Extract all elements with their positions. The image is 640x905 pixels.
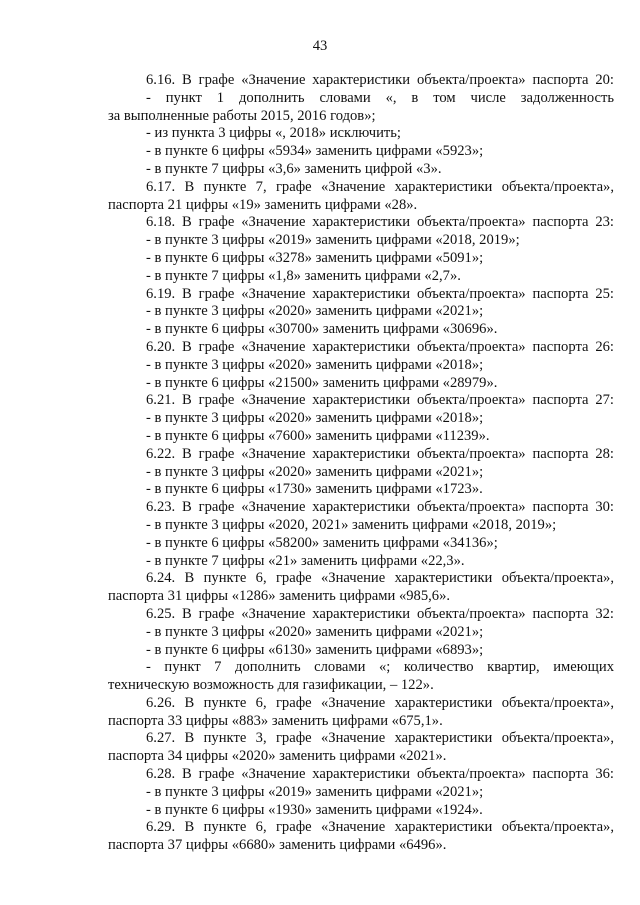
text-line: - в пункте 6 цифры «58200» заменить цифрами «34136»;	[146, 534, 498, 551]
document-body	[108, 72, 614, 855]
text-line: - в пункте 3 цифры «2019» заменить цифрами «2021»;	[146, 783, 484, 800]
text-line: - в пункте 6 цифры «21500» заменить цифрами «28979».	[146, 374, 498, 391]
text-line: паспорта 33 цифры «883» заменить цифрами «675,1».	[108, 712, 443, 729]
text-line: 6.26. В пункте 6, графе «Значение характеристики объекта/проекта»,	[146, 694, 614, 711]
text-line: - в пункте 3 цифры «2020, 2021» заменить цифрами «2018, 2019»;	[146, 516, 557, 533]
text-line: - пункт 1 дополнить словами «, в том числе задолженность	[146, 89, 614, 106]
text-line: - в пункте 3 цифры «2020» заменить цифрами «2021»;	[146, 463, 484, 480]
text-line: 6.19. В графе «Значение характеристики объекта/проекта» паспорта 25:	[146, 285, 614, 302]
text-line: 6.23. В графе «Значение характеристики объекта/проекта» паспорта 30:	[146, 499, 614, 516]
text-line: паспорта 31 цифры «1286» заменить цифрами «985,6».	[108, 588, 451, 605]
text-line: паспорта 34 цифры «2020» заменить цифрами «2021».	[108, 748, 447, 765]
text-line: - в пункте 3 цифры «2020» заменить цифрами «2018»;	[146, 356, 484, 373]
text-line: - в пункте 6 цифры «6130» заменить цифрами «6893»;	[146, 641, 484, 658]
text-line: - в пункте 3 цифры «2019» заменить цифрами «2018, 2019»;	[146, 232, 520, 249]
text-line: - в пункте 6 цифры «7600» заменить цифрами «11239».	[146, 427, 490, 444]
text-line: - в пункте 7 цифры «21» заменить цифрами «22,3».	[146, 552, 465, 569]
text-line: - в пункте 3 цифры «2020» заменить цифрами «2021»;	[146, 623, 484, 640]
text-line: - в пункте 7 цифры «1,8» заменить цифрами «2,7».	[146, 267, 461, 284]
text-line: - в пункте 3 цифры «2020» заменить цифрами «2021»;	[146, 303, 484, 320]
text-line: - в пункте 6 цифры «1930» заменить цифрами «1924».	[146, 801, 483, 818]
text-line: - в пункте 6 цифры «30700» заменить цифрами «30696».	[146, 321, 498, 338]
text-line: техническую возможность для газификации, – 122».	[108, 677, 434, 694]
text-line: паспорта 21 цифры «19» заменить цифрами «28».	[108, 196, 418, 213]
text-line: 6.21. В графе «Значение характеристики объекта/проекта» паспорта 27:	[146, 392, 614, 409]
text-line: - пункт 7 дополнить словами «; количество квартир, имеющих	[146, 659, 614, 676]
text-line: 6.20. В графе «Значение характеристики объекта/проекта» паспорта 26:	[146, 338, 614, 355]
text-line: 6.27. В пункте 3, графе «Значение характеристики объекта/проекта»,	[146, 730, 614, 747]
text-line: 6.29. В пункте 6, графе «Значение характеристики объекта/проекта»,	[146, 819, 614, 836]
text-line: - в пункте 6 цифры «1730» заменить цифрами «1723».	[146, 481, 483, 498]
text-line: 6.16. В графе «Значение характеристики объекта/проекта» паспорта 20:	[146, 72, 614, 88]
text-line: паспорта 37 цифры «6680» заменить цифрами «6496».	[108, 837, 447, 854]
text-line: 6.17. В пункте 7, графе «Значение характеристики объекта/проекта»,	[146, 178, 614, 195]
page-number: 43	[312, 38, 328, 54]
text-line: - в пункте 3 цифры «2020» заменить цифрами «2018»;	[146, 410, 484, 427]
text-line: за выполненные работы 2015, 2016 годов»;	[108, 107, 376, 124]
text-line: 6.18. В графе «Значение характеристики объекта/проекта» паспорта 23:	[146, 214, 614, 231]
text-line: 6.28. В графе «Значение характеристики объекта/проекта» паспорта 36:	[146, 766, 614, 783]
text-line: 6.25. В графе «Значение характеристики объекта/проекта» паспорта 32:	[146, 605, 614, 622]
text-line: 6.22. В графе «Значение характеристики объекта/проекта» паспорта 28:	[146, 445, 614, 462]
text-line: - в пункте 6 цифры «3278» заменить цифрами «5091»;	[146, 249, 484, 266]
text-line: - в пункте 6 цифры «5934» заменить цифрами «5923»;	[146, 143, 484, 160]
text-line: 6.24. В пункте 6, графе «Значение характеристики объекта/проекта»,	[146, 570, 614, 587]
text-line: - в пункте 7 цифры «3,6» заменить цифрой «3».	[146, 160, 442, 177]
text-line: - из пункта 3 цифры «, 2018» исключить;	[146, 125, 401, 142]
